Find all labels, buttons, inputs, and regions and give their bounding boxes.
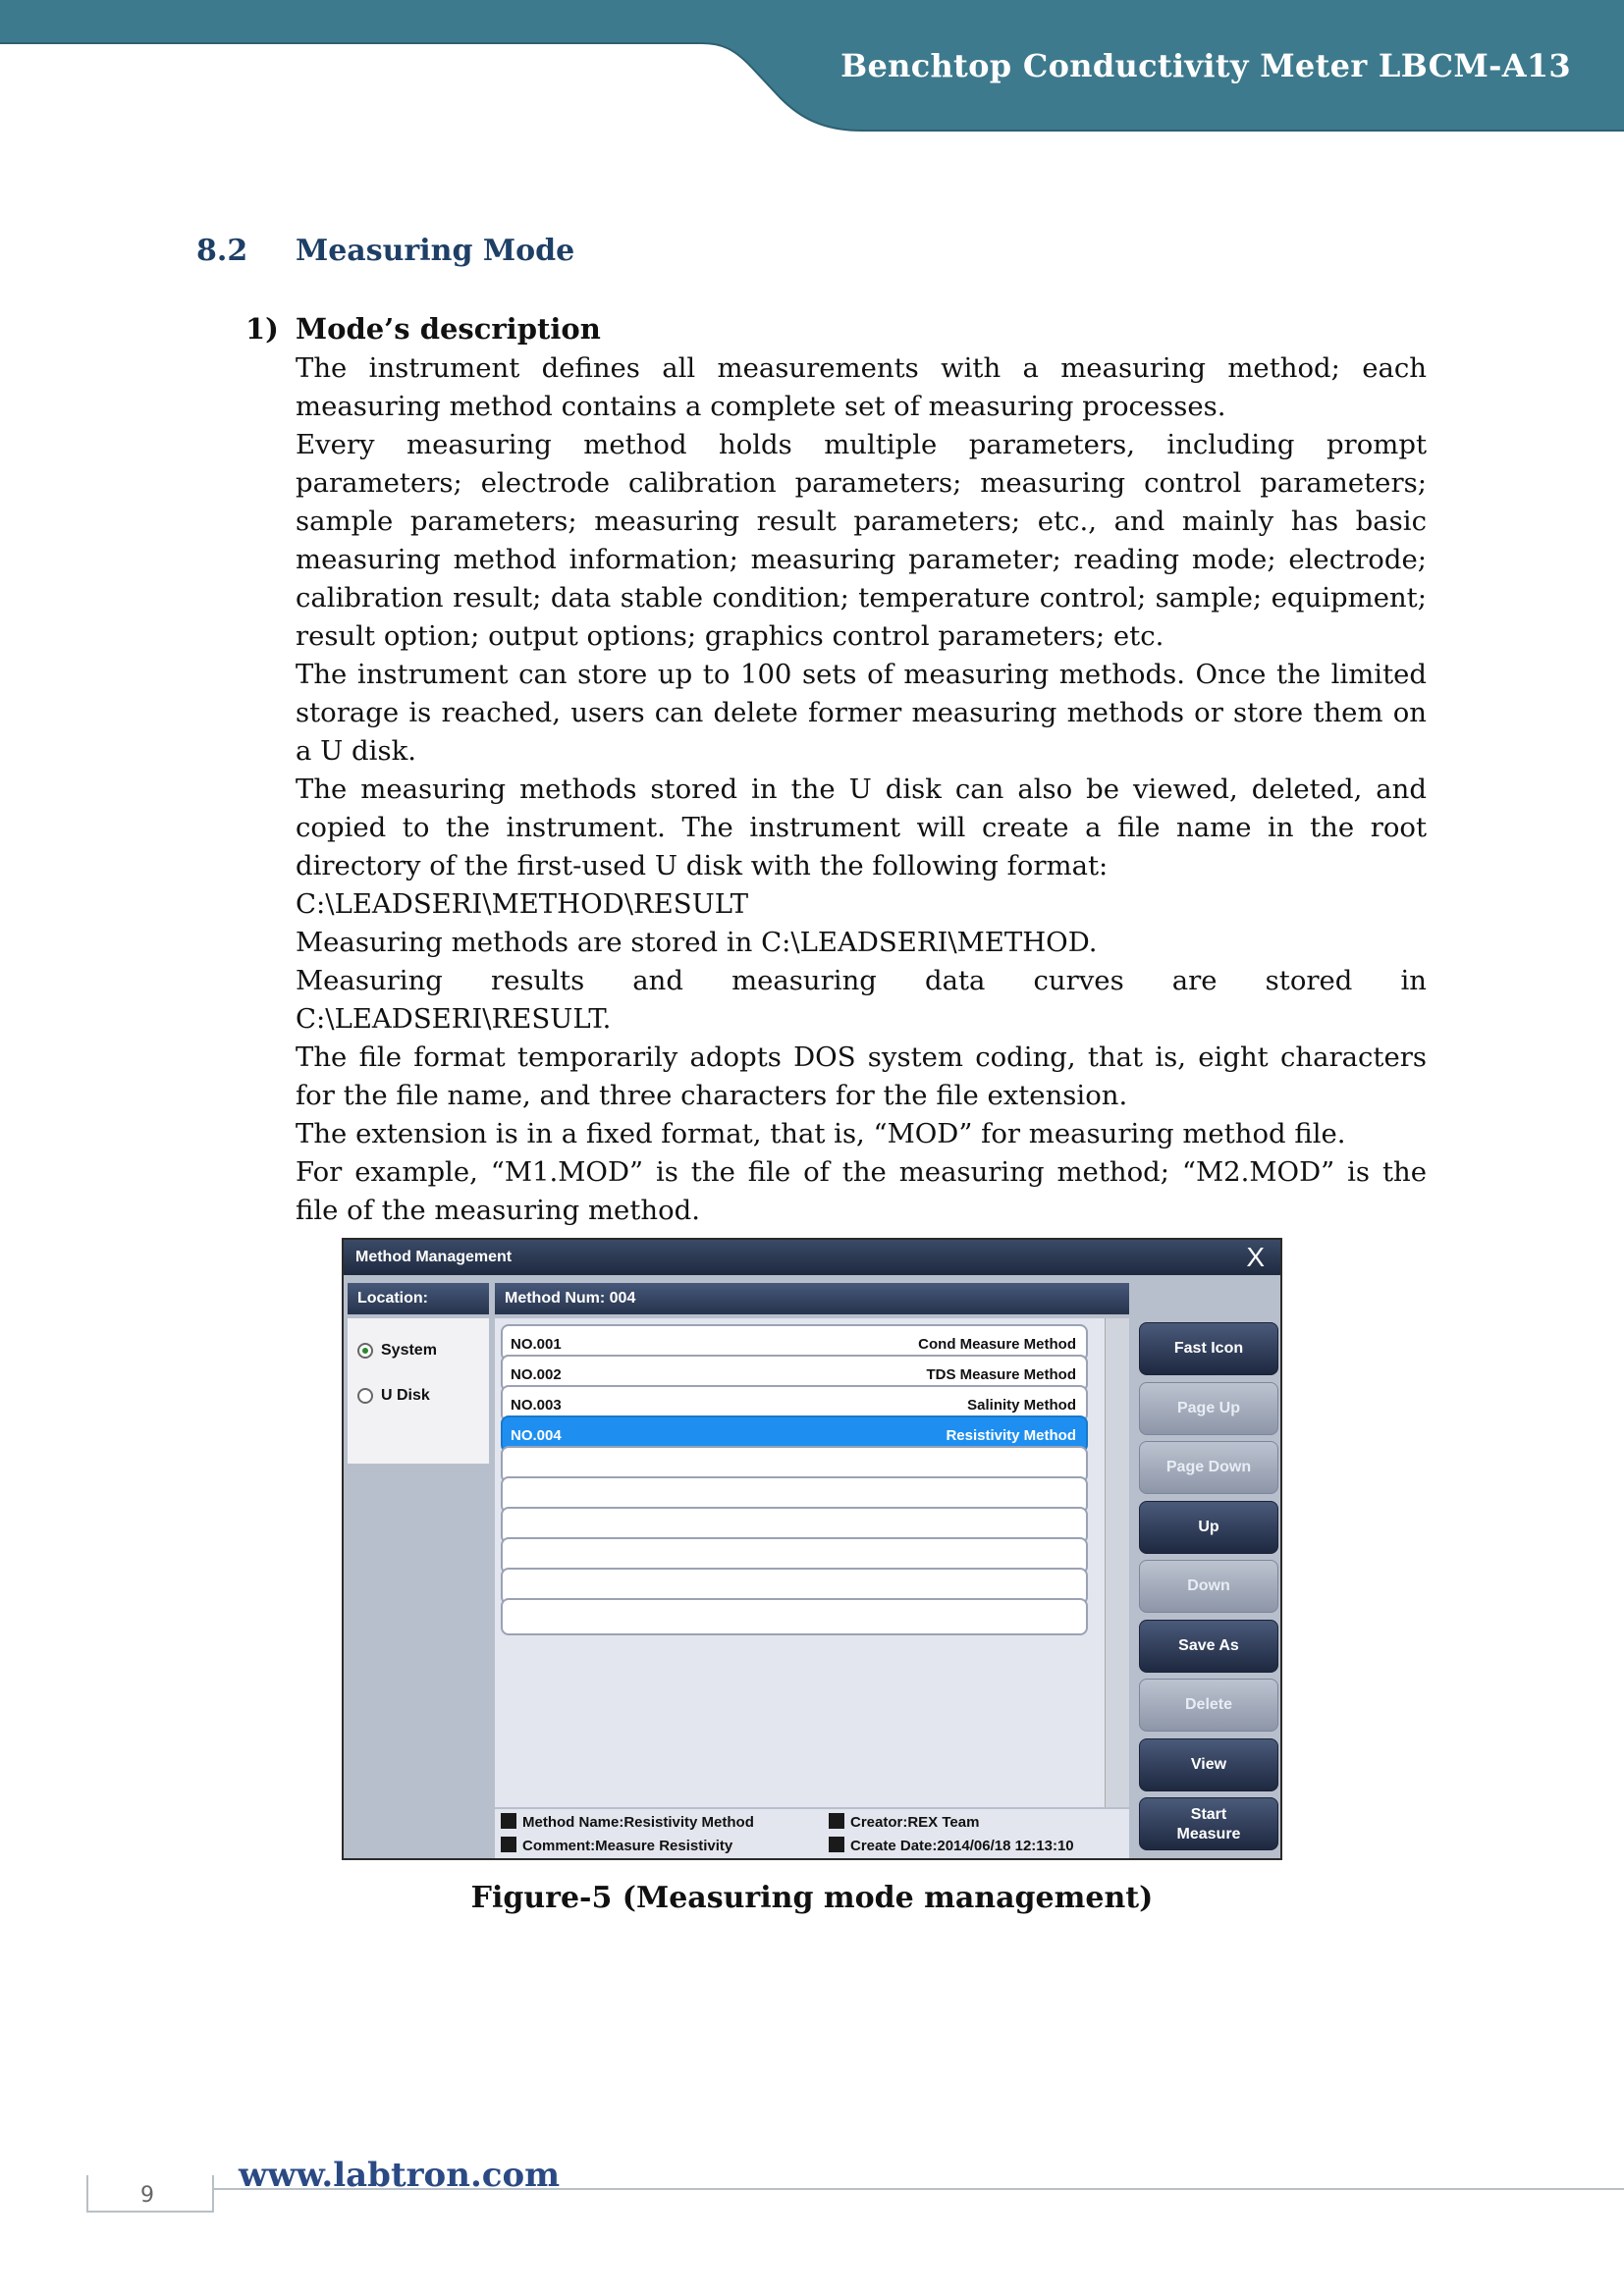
section-title: Measuring Mode <box>296 234 575 268</box>
paragraph: The instrument defines all measurements with a measuring method; each measuring method contains a complete set of measuring processes. <box>296 352 1427 422</box>
location-label: Location: <box>357 1290 428 1307</box>
location-radio-system[interactable] <box>357 1342 437 1360</box>
bullet-square-icon <box>501 1837 516 1852</box>
subsection-title: Mode’s description <box>296 312 601 346</box>
button-label: Save As <box>1178 1637 1239 1654</box>
button-label: Start Measure <box>1176 1806 1241 1842</box>
paragraph: Measuring results and measuring data curves are stored in C:\LEADSERI\RESULT. <box>296 965 1427 1035</box>
paragraph: Every measuring method holds multiple parameters, including prompt parameters; electrode calibration parameters; measuring control parameters; sample parameters; measuring result parameters; etc., and mainly has basic measuring method information; measuring parameter; reading mode; electrode; calibration result; data stable condition; temperature control; sample; equipment; result option; output options; graphics control parameters; etc. <box>296 429 1427 652</box>
method-list <box>495 1318 1129 1807</box>
button-label: Page Up <box>1176 1400 1240 1416</box>
delete-button[interactable] <box>1139 1679 1278 1732</box>
save-as-button[interactable] <box>1139 1620 1278 1673</box>
button-label: Delete <box>1184 1696 1233 1713</box>
radio-selected-icon <box>357 1343 373 1359</box>
location-panel <box>348 1318 489 1464</box>
subsection-number: 1) <box>245 312 279 346</box>
fast-icon-button[interactable] <box>1139 1322 1278 1375</box>
location-header <box>348 1283 489 1314</box>
method-name: Cond Measure Method <box>918 1336 1076 1353</box>
method-number: NO.003 <box>511 1397 562 1414</box>
paragraph: The instrument can store up to 100 sets of measuring methods. Once the limited storage is reached, users can delete former measuring methods or store them on a U disk. <box>296 659 1427 767</box>
info-text: Creator:REX Team <box>850 1814 980 1831</box>
section-number: 8.2 <box>196 234 248 268</box>
method-name: TDS Measure Method <box>926 1366 1076 1383</box>
subsection-heading <box>245 312 601 346</box>
button-label: Fast Icon <box>1173 1340 1244 1357</box>
document-title: Benchtop Conductivity Meter LBCM-A13 <box>840 47 1571 84</box>
view-button[interactable] <box>1139 1738 1278 1791</box>
down-button[interactable] <box>1139 1560 1278 1613</box>
button-label: Up <box>1198 1519 1219 1535</box>
close-icon[interactable]: X <box>1246 1242 1265 1272</box>
info-text: Comment:Measure Resistivity <box>522 1838 733 1854</box>
method-name: Salinity Method <box>967 1397 1076 1414</box>
method-number: NO.004 <box>511 1427 562 1444</box>
radio-label: System <box>381 1342 437 1359</box>
start-measure-button[interactable] <box>1139 1797 1278 1850</box>
method-number: NO.002 <box>511 1366 562 1383</box>
method-name: Resistivity Method <box>946 1427 1076 1444</box>
paragraph: For example, “M1.MOD” is the file of the measuring method; “M2.MOD” is the file of the measuring method. <box>296 1156 1427 1226</box>
bullet-square-icon <box>829 1837 844 1852</box>
paragraph: Measuring methods are stored in C:\LEADSERI\METHOD. <box>296 927 1098 958</box>
button-label: Page Down <box>1165 1459 1252 1475</box>
body-text <box>296 349 1427 1230</box>
method-num-header <box>495 1283 1129 1314</box>
bullet-square-icon <box>829 1813 844 1829</box>
info-text: Create Date:2014/06/18 12:13:10 <box>850 1838 1074 1854</box>
info-create-date <box>829 1837 1074 1854</box>
bullet-square-icon <box>501 1813 516 1829</box>
up-button[interactable] <box>1139 1501 1278 1554</box>
method-management-window <box>342 1238 1282 1860</box>
window-title: Method Management <box>355 1249 513 1265</box>
paragraph: The extension is in a fixed format, that is, “MOD” for measuring method file. <box>296 1118 1346 1149</box>
empty-row[interactable] <box>501 1598 1088 1635</box>
figure-caption: Figure-5 (Measuring mode management) <box>470 1881 1154 1915</box>
page-number: 9 <box>140 2183 154 2208</box>
info-creator <box>829 1813 979 1831</box>
website-link[interactable]: www.labtron.com <box>239 2156 561 2195</box>
method-info-panel <box>495 1809 1129 1858</box>
info-text: Method Name:Resistivity Method <box>522 1814 754 1831</box>
window-titlebar <box>344 1240 1280 1275</box>
paragraph: The measuring methods stored in the U disk can also be viewed, deleted, and copied to the instrument. The instrument will create a file name in the root directory of the first-used U disk with the following format: <box>296 774 1427 881</box>
paragraph: C:\LEADSERI\METHOD\RESULT <box>296 888 749 920</box>
info-comment <box>501 1837 732 1854</box>
info-method-name <box>501 1813 754 1831</box>
paragraph: The file format temporarily adopts DOS system coding, that is, eight characters for the file name, and three characters for the file extension. <box>296 1041 1427 1111</box>
radio-unselected-icon <box>357 1388 373 1404</box>
radio-label: U Disk <box>381 1387 430 1404</box>
header-banner <box>0 0 1624 137</box>
method-num-label: Method Num: 004 <box>505 1290 636 1307</box>
method-number: NO.001 <box>511 1336 562 1353</box>
scrollbar[interactable] <box>1105 1318 1129 1807</box>
page-up-button[interactable] <box>1139 1382 1278 1435</box>
page-down-button[interactable] <box>1139 1441 1278 1494</box>
button-label: Down <box>1187 1577 1230 1594</box>
button-label: View <box>1190 1756 1227 1773</box>
location-radio-u-disk[interactable] <box>357 1387 430 1405</box>
